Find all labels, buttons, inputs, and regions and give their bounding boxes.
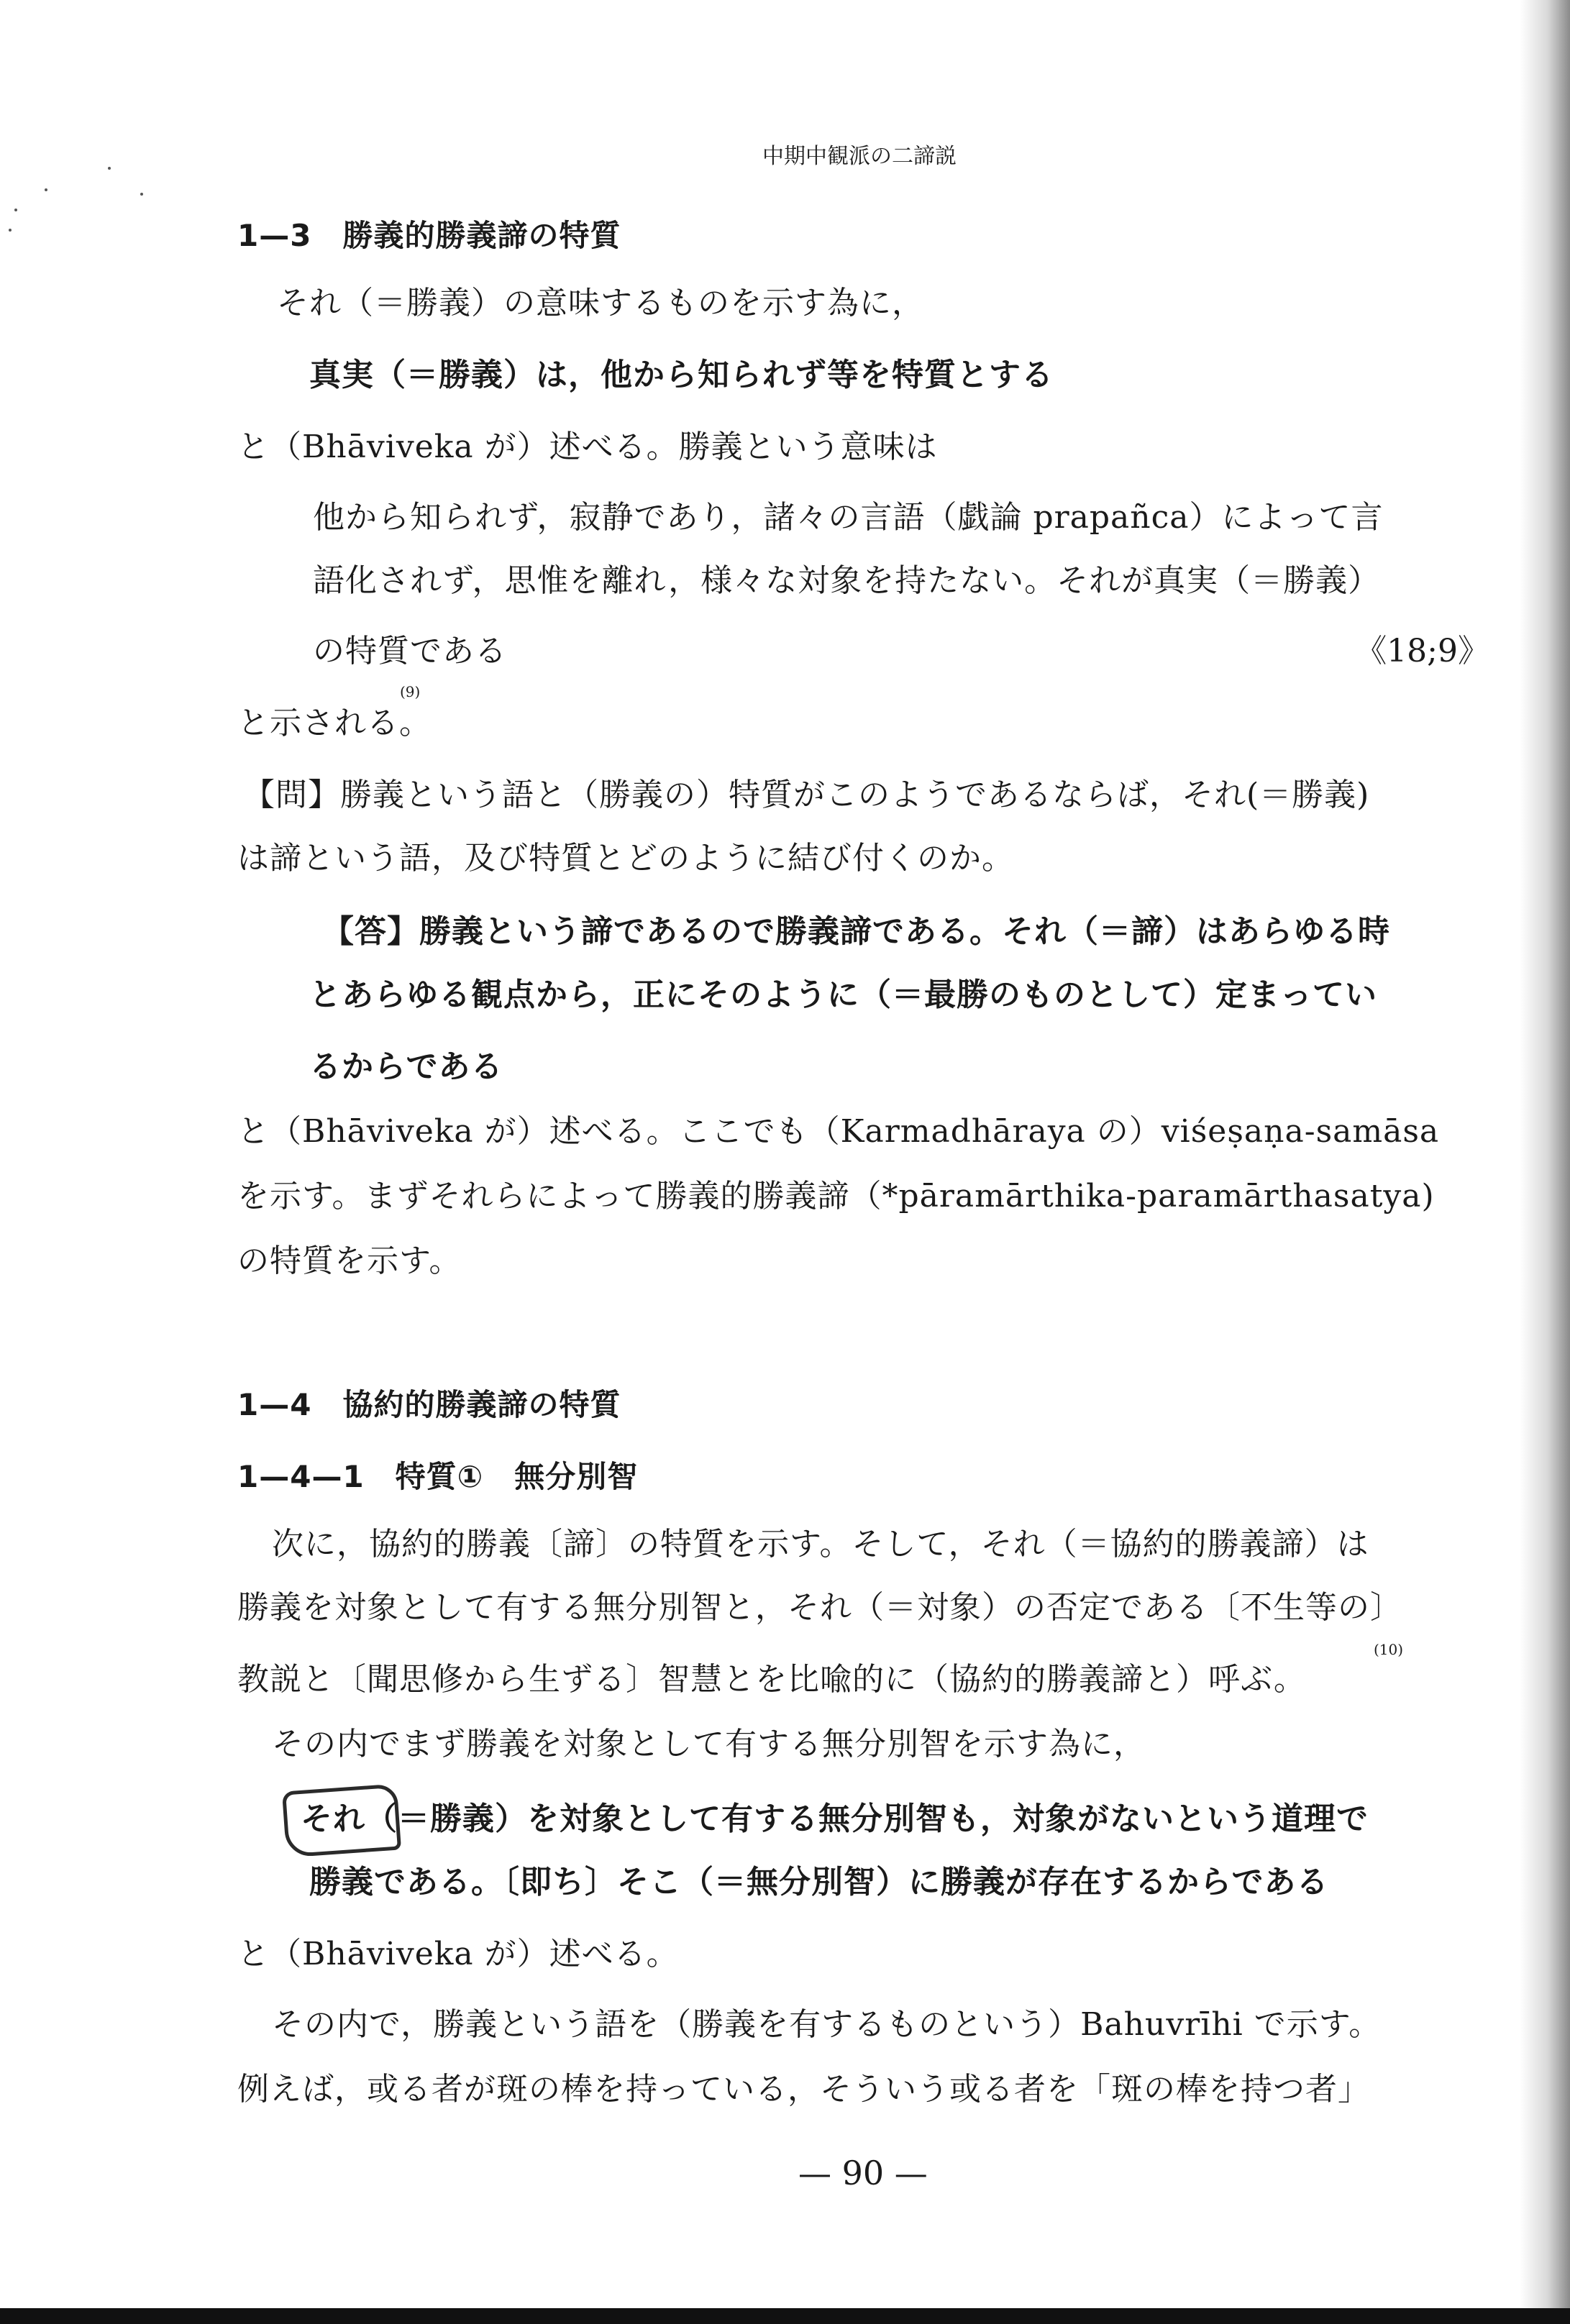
paragraph-line: 勝義を対象として有する無分別智と，それ（＝対象）の否定である〔不生等の〕 <box>237 1589 1402 1626</box>
footnote-marker: (9) <box>400 683 421 700</box>
scan-speck <box>45 188 47 191</box>
paragraph-line: と（Bhāviveka が）述べる。 <box>237 1936 679 1972</box>
quoted-verse-line: 【答】勝義という諦であるので勝義諦である。それ（＝諦）はあらゆる時 <box>322 913 1390 950</box>
paragraph-line: を示す。まずそれらによって勝義的勝義諦（*pāramārthika-paramārthasatya) <box>237 1178 1435 1214</box>
paragraph-line: 教説と〔聞思修から生ずる〕智慧とを比喩的に（協約的勝義諦と）呼ぶ。 <box>237 1661 1306 1698</box>
scan-speck <box>140 193 143 196</box>
scan-speck <box>14 209 17 211</box>
paragraph-line: と（Bhāviveka が）述べる。勝義という意味は <box>237 429 938 465</box>
quoted-verse-line: 真実（＝勝義）は，他から知られず等を特質とする <box>309 357 1054 393</box>
paragraph-line: それ（＝勝義）の意味するものを示す為に， <box>277 285 924 321</box>
page-number: — 90 — <box>798 2154 928 2192</box>
page-edge-shadow <box>1520 0 1570 2324</box>
indented-quote-line: 他から知られず，寂静であり，諸々の言語（戯論 prapañca）によって言 <box>313 499 1384 536</box>
paragraph-line: その内でまず勝義を対象として有する無分別智を示す為に， <box>272 1726 1146 1762</box>
scan-bottom-border <box>0 2308 1570 2324</box>
section-heading: 1—3 勝義的勝義諦の特質 <box>237 218 621 253</box>
paragraph-line: その内で，勝義という語を（勝義を有するものという）Bahuvrīhi で示す。 <box>272 2006 1382 2043</box>
paragraph-line: と示される。 <box>237 705 432 741</box>
paragraph-line: 例えば，或る者が斑の棒を持っている，そういう或る者を「斑の棒を持つ者」 <box>237 2071 1370 2108</box>
quoted-verse-line: るからである <box>309 1048 503 1085</box>
section-heading: 1—4 協約的勝義諦の特質 <box>237 1387 621 1422</box>
paragraph-line: は諦という語，及び特質とどのように結び付くのか。 <box>237 840 1014 877</box>
paragraph-line: 【問】勝義という語と（勝義の）特質がこのようであるならば，それ(＝勝義) <box>243 777 1370 813</box>
paragraph-line: と（Bhāviveka が）述べる。ここでも（Karmadhāraya の）viśeṣaṇa-samāsa <box>237 1113 1440 1150</box>
indented-quote-line: の特質である <box>313 633 507 669</box>
scan-speck <box>108 167 111 170</box>
running-header: 中期中観派の二諦説 <box>762 144 957 169</box>
quoted-verse-line: 勝義である。〔即ち〕そこ（＝無分別智）に勝義が存在するからである <box>309 1864 1329 1900</box>
footnote-marker: (10) <box>1374 1641 1404 1658</box>
indented-quote-line: 語化されず，思惟を離れ，様々な対象を持たない。それが真実（＝勝義） <box>313 562 1381 599</box>
quoted-verse-line: それ（＝勝義）を対象として有する無分別智も，対象がないという道理で <box>301 1801 1369 1837</box>
quoted-verse-line: とあらゆる観点から，正にそのように（＝最勝のものとして）定まってい <box>309 976 1377 1013</box>
verse-reference: 《18;9》 <box>1355 633 1489 669</box>
paragraph-line: の特質を示す。 <box>237 1243 462 1279</box>
scan-speck <box>9 229 12 232</box>
subsection-heading: 1—4—1 特質① 無分別智 <box>237 1459 639 1494</box>
paragraph-line: 次に，協約的勝義〔諦〕の特質を示す。そして，それ（＝協約的勝義諦）は <box>272 1526 1369 1563</box>
